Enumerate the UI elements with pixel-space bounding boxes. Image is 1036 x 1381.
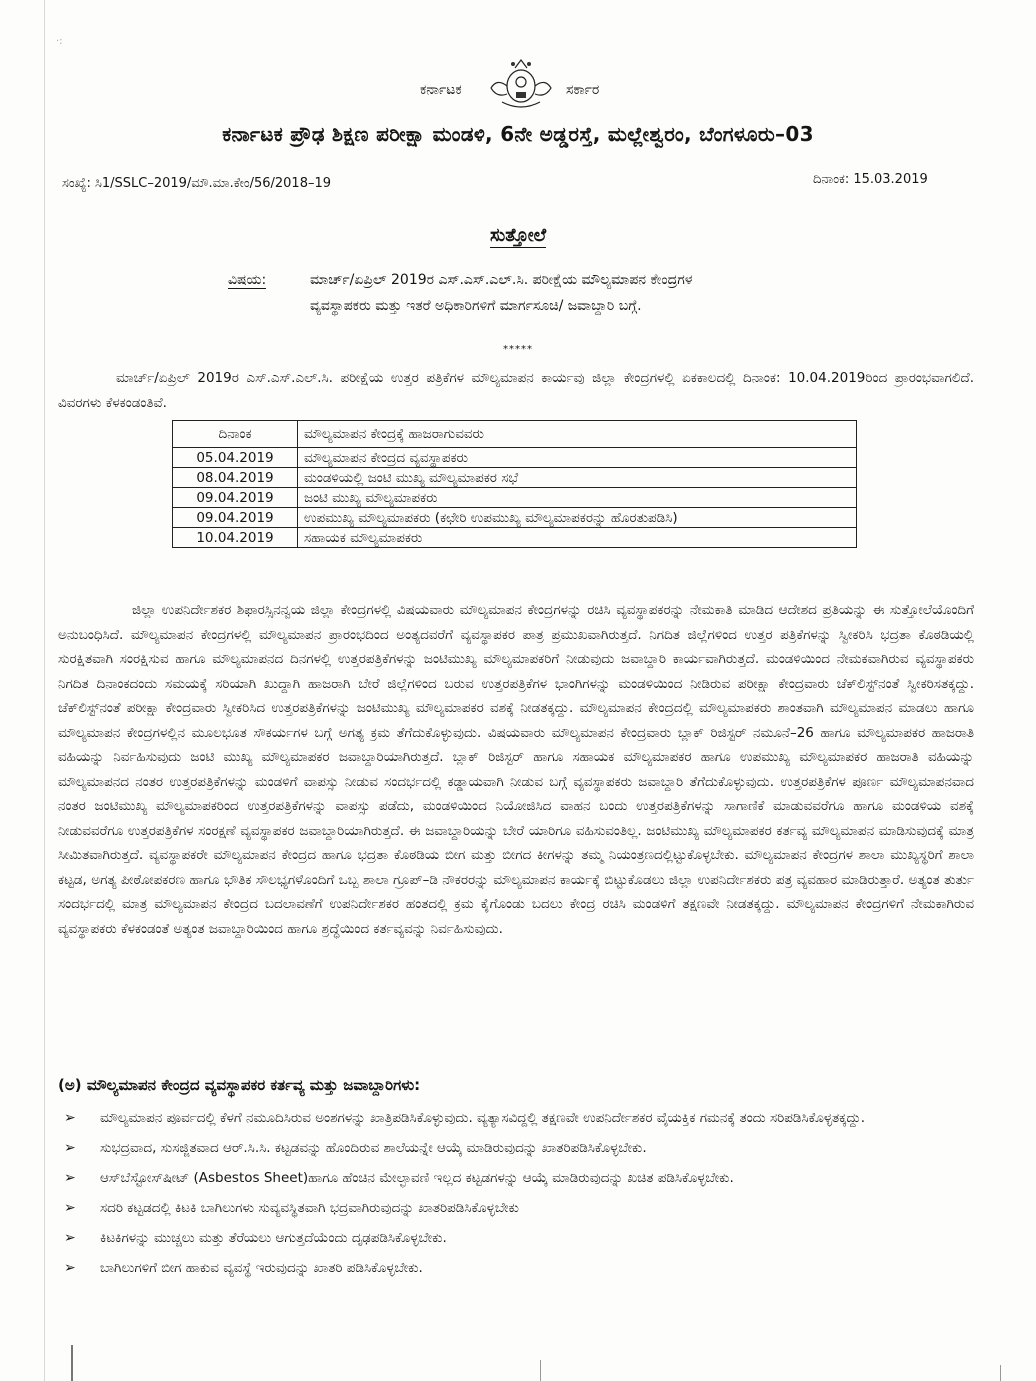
gov-label-left: ಕರ್ನಾಟಕ [420, 82, 462, 98]
table-row [173, 468, 857, 488]
scan-mark: ·: [56, 36, 63, 47]
scan-artifact-mid [540, 1360, 541, 1381]
schedule-header-date: ದಿನಾಂಕ [173, 421, 298, 448]
list-item-text: ಸದರಿ ಕಟ್ಟಡದಲ್ಲಿ ಕಿಟಕಿ ಬಾಗಿಲುಗಳು ಸುವ್ಯವಸ್ಥಿತವಾಗಿ ಭದ್ರವಾಗಿರುವುದನ್ನು ಖಾತರಿಪಡಿಸಿಕೊಳ್ಳಬೇಕು [100, 1200, 519, 1216]
schedule-header-attendees: ಮೌಲ್ಯಮಾಪನ ಕೇಂದ್ರಕ್ಕೆ ಹಾಜರಾಗುವವರು [298, 421, 857, 448]
intro-paragraph: ಮಾರ್ಚ್/ಏಪ್ರಿಲ್ 2019ರ ಎಸ್.ಎಸ್.ಎಲ್.ಸಿ. ಪರೀಕ್ಷೆಯ ಉತ್ತರ ಪತ್ರಿಕೆಗಳ ಮೌಲ್ಯಮಾಪನ ಕಾರ್ಯವು ಜಿಲ್ಲಾ ಕೇಂದ್ರಗಳಲ್ಲಿ ಏಕಕಾಲದಲ್ಲಿ ದಿನಾಂಕ: 10.04.2019ರಿಂದ ಪ್ರಾರಂಭವಾಗಲಿದೆ. ವಿವರಗಳು ಕೆಳಕಂಡಂತಿವೆ. [58, 370, 974, 411]
list-item [58, 1196, 998, 1220]
list-item [58, 1136, 998, 1160]
circular-title [0, 225, 1036, 246]
reference-number: ಸಂಖ್ಯೆ: ಸಿ1/SSLC–2019/ಮೌ.ಮಾ.ಕೇಂ/56/2018–19 [62, 176, 332, 191]
separator: ***** [503, 344, 533, 355]
arrow-bullet-icon: ➢ [64, 1110, 76, 1126]
letterhead [0, 54, 1036, 112]
scan-edge-line [44, 0, 45, 1381]
arrow-bullet-icon: ➢ [64, 1260, 76, 1276]
table-row [173, 448, 857, 468]
list-item [58, 1256, 998, 1280]
list-item-text: ಬಾಗಿಲುಗಳಿಗೆ ಬೀಗ ಹಾಕುವ ವ್ಯವಸ್ಥೆ ಇರುವುದನ್ನು ಖಾತರಿ ಪಡಿಸಿಕೊಳ್ಳಬೇಕು. [100, 1260, 423, 1276]
list-item-text: ಆಸ್‌ಬೆಸ್ಟೋಸ್‌ಷೀಟ್ (Asbestos Sheet)ಹಾಗೂ ಹೆಂಚಿನ ಮೇಲ್ಛಾವಣಿ ಇಲ್ಲದ ಕಟ್ಟಡಗಳನ್ನು ಆಯ್ಕೆ ಮಾಡಿರುವುದನ್ನು ಖಚಿತ ಪಡಿಸಿಕೊಳ್ಳಬೇಕು. [100, 1170, 734, 1186]
circular-date: ದಿನಾಂಕ: 15.03.2019 [813, 172, 928, 187]
schedule-attendees: ಮೌಲ್ಯಮಾಪನ ಕೇಂದ್ರದ ವ್ಯವಸ್ಥಾಪಕರು [298, 448, 857, 468]
gov-label-right: ಸರ್ಕಾರ [566, 82, 600, 98]
arrow-bullet-icon: ➢ [64, 1200, 76, 1216]
list-item [58, 1226, 998, 1250]
subject-line-1: ಮಾರ್ಚ್/ಏಪ್ರಿಲ್ 2019ರ ಎಸ್.ಎಸ್.ಎಲ್.ಸಿ. ಪರೀಕ್ಷೆಯ ಮೌಲ್ಯಮಾಪನ ಕೇಂದ್ರಗಳ [310, 272, 693, 288]
schedule-date: 09.04.2019 [173, 508, 298, 528]
list-item-text: ಕಿಟಕಿಗಳನ್ನು ಮುಚ್ಚಲು ಮತ್ತು ತೆರೆಯಲು ಆಗುತ್ತದೆಯೆಂದು ದೃಢಪಡಿಸಿಕೊಳ್ಳಬೇಕು. [100, 1230, 447, 1246]
list-item [58, 1166, 998, 1190]
schedule-date: 05.04.2019 [173, 448, 298, 468]
circular-title-text: ಸುತ್ತೋಲೆ [489, 225, 547, 246]
list-item-text: ಮೌಲ್ಯಮಾಪನ ಪೂರ್ವದಲ್ಲಿ ಕೆಳಗೆ ನಮೂದಿಸಿರುವ ಅಂಶಗಳನ್ನು ಖಾತ್ರಿಪಡಿಸಿಕೊಳ್ಳುವುದು. ವ್ಯತ್ಯಾಸವಿದ್ದಲ್ಲಿ ತಕ್ಷಣವೇ ಉಪನಿರ್ದೇಶಕರ ವೈಯಕ್ತಿಕ ಗಮನಕ್ಕೆ ತಂದು ಸರಿಪಡಿಸಿಕೊಳ್ಳತಕ್ಕದ್ದು. [100, 1110, 866, 1126]
schedule-date: 08.04.2019 [173, 468, 298, 488]
section-heading: (ಅ) ಮೌಲ್ಯಮಾಪನ ಕೇಂದ್ರದ ವ್ಯವಸ್ಥಾಪಕರ ಕರ್ತವ್ಯ ಮತ್ತು ಜವಾಬ್ದಾರಿಗಳು: [58, 1076, 421, 1094]
schedule-attendees: ಜಂಟಿ ಮುಖ್ಯ ಮೌಲ್ಯಮಾಪಕರು [298, 488, 857, 508]
arrow-bullet-icon: ➢ [64, 1140, 76, 1156]
body-paragraph: ಜಿಲ್ಲಾ ಉಪನಿರ್ದೇಶಕರ ಶಿಫಾರಸ್ಸಿನನ್ವಯ ಜಿಲ್ಲಾ ಕೇಂದ್ರಗಳಲ್ಲಿ ವಿಷಯವಾರು ಮೌಲ್ಯಮಾಪನ ಕೇಂದ್ರಗಳನ್ನು ರಚಿಸಿ ವ್ಯವಸ್ಥಾಪಕರನ್ನು ನೇಮಕಾತಿ ಮಾಡಿದ ಆದೇಶದ ಪ್ರತಿಯನ್ನು ಈ ಸುತ್ತೋಲೆಯೊಂದಿಗೆ ಅನುಬಂಧಿಸಿದೆ. ಮೌಲ್ಯಮಾಪನ ಕೇಂದ್ರಗಳಲ್ಲಿ ಮೌಲ್ಯಮಾಪನ ಪ್ರಾರಂಭದಿಂದ ಅಂತ್ಯದವರೆಗೆ ವ್ಯವಸ್ಥಾಪಕರ ಪಾತ್ರ ಪ್ರಮುಖವಾಗಿರುತ್ತದೆ. ನಿಗದಿತ ಜಿಲ್ಲೆಗಳಿಂದ ಉತ್ತರ ಪತ್ರಿಕೆಗಳನ್ನು ಸ್ವೀಕರಿಸಿ ಭದ್ರತಾ ಕೊಠಡಿಯಲ್ಲಿ ಸುರಕ್ಷಿತವಾಗಿ ಸಂರಕ್ಷಿಸುವ ಹಾಗೂ ಮೌಲ್ಯಮಾಪನದ ದಿನಗಳಲ್ಲಿ ಉತ್ತರಪತ್ರಿಕೆಗಳನ್ನು ಜಂಟಿಮುಖ್ಯ ಮೌಲ್ಯಮಾಪಕರಿಗೆ ನೀಡುವುದು ಜವಾಬ್ದಾರಿ ಕಾರ್ಯವಾಗಿರುತ್ತದೆ. ಮಂಡಳಿಯಿಂದ ನೇಮಕವಾಗಿರುವ ವ್ಯವಸ್ಥಾಪಕರು ನಿಗದಿತ ದಿನಾಂಕದಂದು ಸಮಯಕ್ಕೆ ಸರಿಯಾಗಿ ಖುದ್ದಾಗಿ ಹಾಜರಾಗಿ ಬೇರೆ ಜಿಲ್ಲೆಗಳಿಂದ ಬರುವ ಉತ್ತರಪತ್ರಿಕೆಗಳ ಭಾಂಗಿಗಳನ್ನು ಮಂಡಳಿಯಿಂದ ನೀಡಿರುವ ಪರೀಕ್ಷಾ ಕೇಂದ್ರವಾರು ಚೆಕ್‌ಲಿಸ್ಟ್‌ನಂತೆ ಸ್ವೀಕರಿಸತಕ್ಕದ್ದು. ಚೆಕ್‌ಲಿಸ್ಟ್‌ನಂತೆ ಪರೀಕ್ಷಾ ಕೇಂದ್ರವಾರು ಸ್ವೀಕರಿಸಿದ ಉತ್ತರಪತ್ರಿಕೆಗಳನ್ನು ಜಂಟಿಮುಖ್ಯ ಮೌಲ್ಯಮಾಪಕರ ವಶಕ್ಕೆ ನೀಡತಕ್ಕದ್ದು. ಮೌಲ್ಯಮಾಪನ ಕೇಂದ್ರದಲ್ಲಿ ಮೌಲ್ಯಮಾಪಕರು ಶಾಂತವಾಗಿ ಮೌಲ್ಯಮಾಪನ ಮಾಡಲು ಹಾಗೂ ಮೌಲ್ಯಮಾಪನ ಕೇಂದ್ರಗಳಲ್ಲಿನ ಮೂಲಭೂತ ಸೌಕರ್ಯಗಳ ಬಗ್ಗೆ ಅಗತ್ಯ ಕ್ರಮ ತೆಗೆದುಕೊಳ್ಳುವುದು. ವಿಷಯವಾರು ಮೌಲ್ಯಮಾಪನ ಕೇಂದ್ರವಾರು ಬ್ಲಾಕ್ ರಿಜಿಸ್ಟರ್ ನಮೂನೆ–26 ಹಾಗೂ ಮೌಲ್ಯಮಾಪಕರ ಹಾಜರಾತಿ ವಹಿಯನ್ನು ನಿರ್ವಹಿಸುವುದು ಜಂಟಿ ಮುಖ್ಯ ಮೌಲ್ಯಮಾಪಕರ ಜವಾಬ್ದಾರಿಯಾಗಿರುತ್ತದೆ. ಬ್ಲಾಕ್ ರಿಜಿಸ್ಟರ್ ಹಾಗೂ ಸಹಾಯಕ ಮೌಲ್ಯಮಾಪಕರ ಹಾಗೂ ಉಪಮುಖ್ಯ ಮೌಲ್ಯಮಾಪಕರ ಹಾಜರಾತಿ ವಹಿಯನ್ನು ಮೌಲ್ಯಮಾಪನದ ನಂತರ ಉತ್ತರಪತ್ರಿಕೆಗಳನ್ನು ಮಂಡಳಿಗೆ ವಾಪಸ್ಸು ನೀಡುವ ಸಂದರ್ಭದಲ್ಲಿ ಕಡ್ಡಾಯವಾಗಿ ನೀಡುವ ಬಗ್ಗೆ ವ್ಯವಸ್ಥಾಪಕರು ಜವಾಬ್ದಾರಿ ತೆಗೆದುಕೊಳ್ಳುವುದು. ಉತ್ತರಪತ್ರಿಕೆಗಳ ಪೂರ್ಣ ಮೌಲ್ಯಮಾಪನವಾದ ನಂತರ ಜಂಟಿಮುಖ್ಯ ಮೌಲ್ಯಮಾಪಕರಿಂದ ಉತ್ತರಪತ್ರಿಕೆಗಳನ್ನು ವಾಪಸ್ಸು ಪಡೆದು, ಮಂಡಳಿಯಿಂದ ನಿಯೋಜಿಸಿದ ವಾಹನ ಬಂದು ಉತ್ತರಪತ್ರಿಕೆಗಳನ್ನು ಸಾಗಾಣಿಕೆ ಮಾಡುವವರೆಗೂ ಹಾಗೂ ಮಂಡಳಿಯ ವಶಕ್ಕೆ ನೀಡುವವರೆಗೂ ಉತ್ತರಪತ್ರಿಕೆಗಳ ಸಂರಕ್ಷಣೆ ವ್ಯವಸ್ಥಾಪಕರ ಜವಾಬ್ದಾರಿಯಾಗಿರುತ್ತದೆ. ಈ ಜವಾಬ್ದಾರಿಯನ್ನು ಬೇರೆ ಯಾರಿಗೂ ವಹಿಸುವಂತಿಲ್ಲ. ಜಂಟಿಮುಖ್ಯ ಮೌಲ್ಯಮಾಪಕರ ಕರ್ತವ್ಯ ಮೌಲ್ಯಮಾಪನ ಮಾಡಿಸುವುದಕ್ಕೆ ಮಾತ್ರ ಸೀಮಿತವಾಗಿರುತ್ತದೆ. ವ್ಯವಸ್ಥಾಪಕರೇ ಮೌಲ್ಯಮಾಪನ ಕೇಂದ್ರದ ಹಾಗೂ ಭದ್ರತಾ ಕೊಠಡಿಯ ಬೀಗ ಮತ್ತು ಬೀಗದ ಕೀಗಳನ್ನು ತಮ್ಮ ನಿಯಂತ್ರಣದಲ್ಲಿಟ್ಟುಕೊಳ್ಳಬೇಕು. ಮೌಲ್ಯಮಾಪನ ಕೇಂದ್ರಗಳ ಶಾಲಾ ಮುಖ್ಯಸ್ಥರಿಗೆ ಶಾಲಾ ಕಟ್ಟಡ, ಅಗತ್ಯ ಪೀಠೋಪಕರಣ ಹಾಗೂ ಭೌತಿಕ ಸೌಲಭ್ಯಗಳೊಂದಿಗೆ ಒಬ್ಬ ಶಾಲಾ ಗ್ರೂಪ್–ಡಿ ನೌಕರರನ್ನು ಮೌಲ್ಯಮಾಪನ ಕಾರ್ಯಕ್ಕೆ ಬಿಟ್ಟುಕೊಡಲು ಜಿಲ್ಲಾ ಉಪನಿರ್ದೇಶಕರು ಪತ್ರ ವ್ಯವಹಾರ ಮಾಡಿರುತ್ತಾರೆ. ಅತ್ಯಂತ ತುರ್ತು ಸಂದರ್ಭದಲ್ಲಿ ಮಾತ್ರ ಮೌಲ್ಯಮಾಪನ ಕೇಂದ್ರದ ಬದಲಾವಣೆಗೆ ಉಪನಿರ್ದೇಶಕರ ಹಂತದಲ್ಲಿ ಕ್ರಮ ಕೈಗೊಂಡು ಬದಲು ಕೇಂದ್ರ ರಚಿಸಿ ಮಂಡಳಿಗೆ ತಕ್ಷಣವೇ ನೀಡತಕ್ಕದ್ದು. ಮೌಲ್ಯಮಾಪನ ಕೇಂದ್ರಗಳಿಗೆ ನೇಮಕಾಗಿರುವ ವ್ಯವಸ್ಥಾಪಕರು ಕೆಳಕಂಡಂತೆ ಅತ್ಯಂತ ಜವಾಬ್ದಾರಿಯಿಂದ ಹಾಗೂ ಶ್ರದ್ಧೆಯಿಂದ ಕರ್ತವ್ಯವನ್ನು ನಿರ್ವಹಿಸುವುದು. [58, 602, 974, 937]
scan-artifact-left [71, 1345, 73, 1381]
schedule-date: 10.04.2019 [173, 528, 298, 548]
list-item-text: ಸುಭದ್ರವಾದ, ಸುಸಜ್ಜಿತವಾದ ಆರ್.ಸಿ.ಸಿ. ಕಟ್ಟಡವನ್ನು ಹೊಂದಿರುವ ಶಾಲೆಯನ್ನೇ ಆಯ್ಕೆ ಮಾಡಿರುವುದನ್ನು ಖಾತರಿಪಡಿಸಿಕೊಳ್ಳಬೇಕು. [100, 1140, 647, 1156]
subject-label: ವಿಷಯ: [228, 272, 267, 288]
scan-artifact-right [1000, 1365, 1001, 1381]
table-row [173, 528, 857, 548]
duties-list [58, 1106, 998, 1286]
arrow-bullet-icon: ➢ [64, 1170, 76, 1186]
table-row [173, 488, 857, 508]
arrow-bullet-icon: ➢ [64, 1230, 76, 1246]
schedule-date: 09.04.2019 [173, 488, 298, 508]
list-item [58, 1106, 998, 1130]
schedule-header-row [173, 421, 857, 448]
schedule-table [172, 420, 857, 548]
table-row [173, 508, 857, 528]
board-name: ಕರ್ನಾಟಕ ಪ್ರೌಢ ಶಿಕ್ಷಣ ಪರೀಕ್ಷಾ ಮಂಡಳಿ, 6ನೇ ಅಡ್ಡರಸ್ತೆ, ಮಲ್ಲೇಶ್ವರಂ, ಬೆಂಗಳೂರು–03 [222, 122, 814, 146]
schedule-attendees: ಸಹಾಯಕ ಮೌಲ್ಯಮಾಪಕರು [298, 528, 857, 548]
subject-line-2: ವ್ಯವಸ್ಥಾಪಕರು ಮತ್ತು ಇತರೆ ಅಧಿಕಾರಿಗಳಿಗೆ ಮಾರ್ಗಸೂಚಿ/ ಜವಾಬ್ದಾರಿ ಬಗ್ಗೆ. [310, 298, 642, 314]
schedule-attendees: ಮಂಡಳಿಯಲ್ಲಿ ಜಂಟಿ ಮುಖ್ಯ ಮೌಲ್ಯಮಾಪಕರ ಸಭೆ [298, 468, 857, 488]
state-emblem-icon [482, 56, 560, 112]
schedule-attendees: ಉಪಮುಖ್ಯ ಮೌಲ್ಯಮಾಪಕರು (ಕಛೇರಿ ಉಪಮುಖ್ಯ ಮೌಲ್ಯಮಾಪಕರನ್ನು ಹೊರತುಪಡಿಸಿ) [298, 508, 857, 528]
